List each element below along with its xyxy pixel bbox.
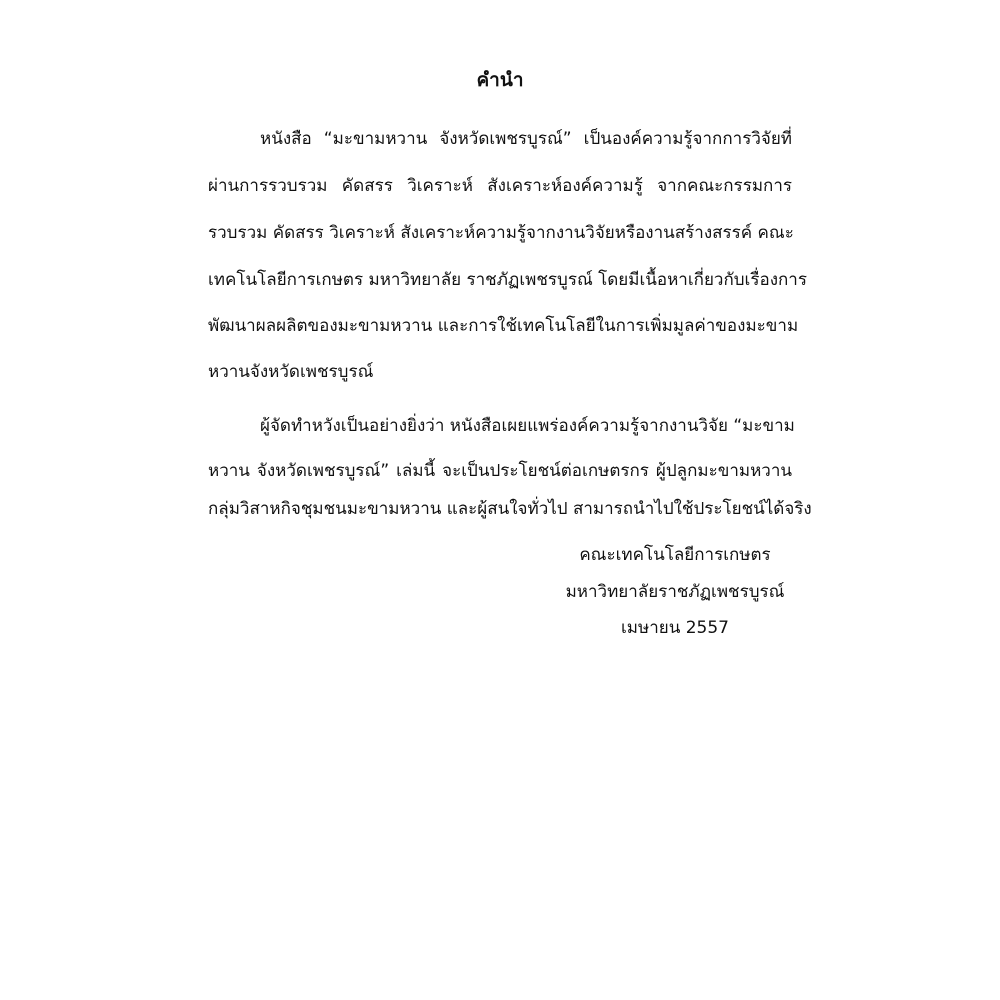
paragraph-2-line-1: ผู้จัดทำหวังเป็นอย่างยิ่งว่า หนังสือเผยแพร่องค์ความรู้จากงานวิจัย “มะขาม	[260, 416, 795, 436]
paragraph-2-line-2: หวาน จังหวัดเพชรบูรณ์” เล่มนี้ จะเป็นประโยชน์ต่อเกษตรกร ผู้ปลูกมะขามหวาน	[208, 461, 792, 481]
page-title: คำนำ	[476, 69, 524, 91]
paragraph-1-line-6: หวานจังหวัดเพชรบูรณ์	[208, 362, 374, 382]
paragraph-1-line-2: ผ่านการรวบรวม คัดสรร วิเคราะห์ สังเคราะห์องค์ความรู้ จากคณะกรรมการ	[208, 176, 792, 196]
paragraph-1-line-4: เทคโนโลยีการเกษตร มหาวิทยาลัย ราชภัฏเพชรบูรณ์ โดยมีเนื้อหาเกี่ยวกับเรื่องการ	[208, 270, 807, 290]
signature-faculty: คณะเทคโนโลยีการเกษตร	[579, 545, 771, 565]
paragraph-2-line-3: กลุ่มวิสาหกิจชุมชนมะขามหวาน และผู้สนใจทั่วไป สามารถนำไปใช้ประโยชน์ได้จริง	[208, 499, 812, 519]
paragraph-1-line-3: รวบรวม คัดสรร วิเคราะห์ สังเคราะห์ความรู้จากงานวิจัยหรืองานสร้างสรรค์ คณะ	[208, 223, 794, 243]
paragraph-1-line-5: พัฒนาผลผลิตของมะขามหวาน และการใช้เทคโนโลยีในการเพิ่มมูลค่าของมะขาม	[208, 316, 799, 336]
signature-date: เมษายน 2557	[620, 618, 730, 638]
paragraph-1-line-1: หนังสือ “มะขามหวาน จังหวัดเพชรบูรณ์” เป็นองค์ความรู้จากการวิจัยที่	[260, 129, 792, 149]
signature-university: มหาวิทยาลัยราชภัฏเพชรบูรณ์	[565, 582, 785, 602]
